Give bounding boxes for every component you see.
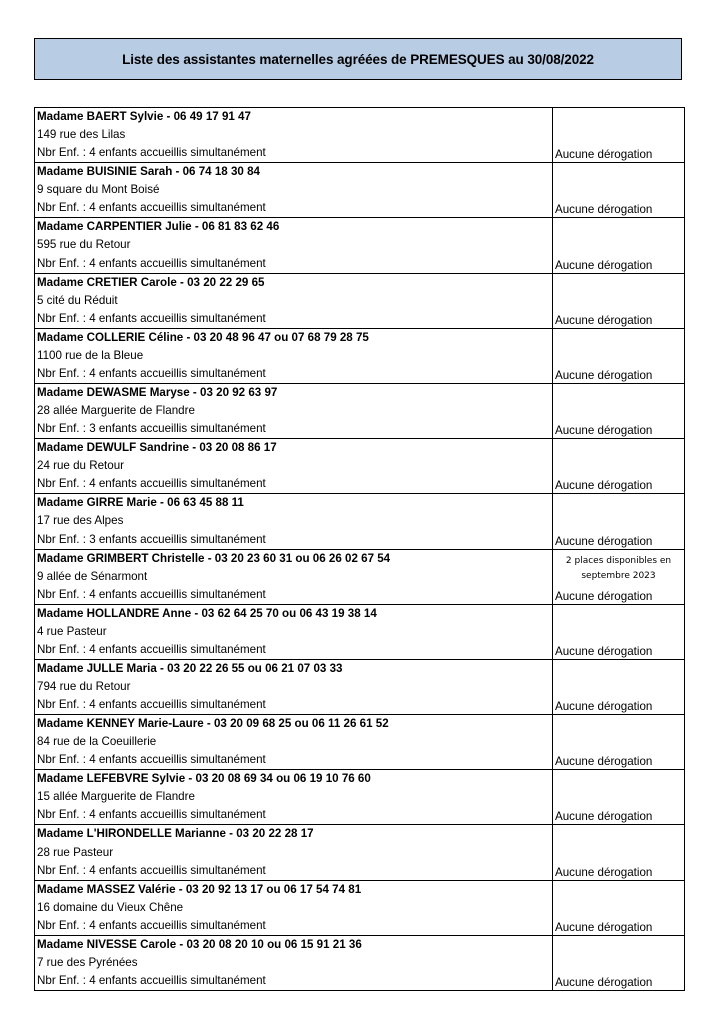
derogation-status: Aucune dérogation <box>555 865 653 879</box>
assistant-name: Madame NIVESSE Carole - 03 20 08 20 10 ou 06 15 91 21 36 <box>37 937 362 951</box>
assistant-name: Madame DEWULF Sandrine - 03 20 08 86 17 <box>37 441 277 455</box>
assistant-entry <box>35 881 684 936</box>
derogation-status: Aucune dérogation <box>555 258 653 272</box>
assistant-capacity: Nbr Enf. : 4 enfants accueillis simultanément <box>37 808 266 822</box>
assistant-entry <box>35 494 684 549</box>
assistant-capacity: Nbr Enf. : 4 enfants accueillis simultanément <box>37 311 266 325</box>
assistant-name: Madame BAERT Sylvie - 06 49 17 91 47 <box>37 110 251 123</box>
assistant-capacity: Nbr Enf. : 4 enfants accueillis simultanément <box>37 587 266 601</box>
assistant-address: 17 rue des Alpes <box>37 514 124 528</box>
assistant-capacity: Nbr Enf. : 4 enfants accueillis simultanément <box>37 146 266 160</box>
assistant-entry <box>35 439 684 494</box>
assistant-status-cell <box>553 770 684 824</box>
assistant-name: Madame LEFEBVRE Sylvie - 03 20 08 69 34 ou 06 19 10 76 60 <box>37 772 371 786</box>
assistant-address: 794 rue du Retour <box>37 679 131 693</box>
derogation-status: Aucune dérogation <box>555 589 653 603</box>
assistant-status-cell <box>553 881 684 935</box>
derogation-status: Aucune dérogation <box>555 479 653 493</box>
assistant-capacity: Nbr Enf. : 4 enfants accueillis simultanément <box>37 974 266 987</box>
assistant-name: Madame HOLLANDRE Anne - 03 62 64 25 70 ou 06 43 19 38 14 <box>37 606 377 620</box>
assistant-address: 595 rue du Retour <box>37 238 131 252</box>
assistant-status-cell <box>553 329 684 383</box>
assistant-name: Madame BUISINIE Sarah - 06 74 18 30 84 <box>37 165 260 179</box>
derogation-status: Aucune dérogation <box>555 203 653 217</box>
assistant-capacity: Nbr Enf. : 3 enfants accueillis simultanément <box>37 422 266 436</box>
derogation-status: Aucune dérogation <box>555 644 653 658</box>
derogation-status: Aucune dérogation <box>555 700 653 714</box>
assistant-address: 9 allée de Sénarmont <box>37 569 148 583</box>
assistant-status-cell <box>553 605 684 659</box>
assistant-capacity: Nbr Enf. : 4 enfants accueillis simultanément <box>37 918 266 932</box>
assistant-status-cell <box>553 494 684 548</box>
assistant-address: 1100 rue de la Bleue <box>37 348 144 362</box>
assistant-info <box>35 881 553 935</box>
assistant-name: Madame GIRRE Marie - 06 63 45 88 11 <box>37 496 244 510</box>
assistant-entry <box>35 660 684 715</box>
assistant-info <box>35 550 553 604</box>
assistant-capacity: Nbr Enf. : 4 enfants accueillis simultanément <box>37 753 266 767</box>
assistant-name: Madame L'HIRONDELLE Marianne - 03 20 22 28 17 <box>37 827 314 841</box>
assistant-info <box>35 660 553 714</box>
assistant-info <box>35 715 553 769</box>
assistant-info <box>35 605 553 659</box>
assistant-address: 7 rue des Pyrénées <box>37 955 138 969</box>
assistant-entry <box>35 108 684 163</box>
assistant-info <box>35 329 553 383</box>
assistant-address: 4 rue Pasteur <box>37 624 107 638</box>
derogation-status: Aucune dérogation <box>555 976 653 989</box>
assistant-capacity: Nbr Enf. : 4 enfants accueillis simultanément <box>37 863 266 877</box>
document-title: Liste des assistantes maternelles agréées de PREMESQUES au 30/08/2022 <box>122 51 594 67</box>
assistant-status-cell <box>553 936 684 990</box>
assistant-info <box>35 274 553 328</box>
assistant-status-cell <box>553 660 684 714</box>
derogation-status: Aucune dérogation <box>555 313 653 327</box>
assistant-entry <box>35 825 684 880</box>
assistant-name: Madame CRETIER Carole - 03 20 22 29 65 <box>37 275 265 289</box>
assistant-capacity: Nbr Enf. : 4 enfants accueillis simultanément <box>37 366 266 380</box>
derogation-status: Aucune dérogation <box>555 148 653 162</box>
assistant-entry <box>35 550 684 605</box>
assistant-address: 24 rue du Retour <box>37 459 125 473</box>
derogation-status: Aucune dérogation <box>555 534 653 548</box>
assistant-name: Madame COLLERIE Céline - 03 20 48 96 47 ou 07 68 79 28 75 <box>37 330 369 344</box>
assistant-status-cell <box>553 550 684 604</box>
assistant-entry <box>35 274 684 329</box>
assistant-status-cell <box>553 825 684 879</box>
assistant-entry <box>35 715 684 770</box>
assistant-info <box>35 163 553 217</box>
assistant-capacity: Nbr Enf. : 4 enfants accueillis simultanément <box>37 256 266 270</box>
assistant-capacity: Nbr Enf. : 4 enfants accueillis simultanément <box>37 642 266 656</box>
assistant-name: Madame KENNEY Marie-Laure - 03 20 09 68 25 ou 06 11 26 61 52 <box>37 717 389 731</box>
assistant-info <box>35 494 553 548</box>
assistant-info <box>35 384 553 438</box>
assistant-entry <box>35 384 684 439</box>
assistant-info <box>35 825 553 879</box>
assistant-address: 84 rue de la Coeuillerie <box>37 735 157 749</box>
assistant-name: Madame CARPENTIER Julie - 06 81 83 62 46 <box>37 220 280 234</box>
assistant-status-cell <box>553 108 684 162</box>
assistant-list <box>34 107 685 991</box>
derogation-status: Aucune dérogation <box>555 424 653 438</box>
availability-note: 2 places disponibles en septembre 2023 <box>565 555 672 581</box>
assistant-entry <box>35 605 684 660</box>
assistant-address: 15 allée Marguerite de Flandre <box>37 790 195 804</box>
assistant-address: 16 domaine du Vieux Chêne <box>37 900 184 914</box>
assistant-info <box>35 439 553 493</box>
assistant-capacity: Nbr Enf. : 4 enfants accueillis simultanément <box>37 201 266 215</box>
assistant-address: 5 cité du Réduit <box>37 293 118 307</box>
derogation-status: Aucune dérogation <box>555 920 653 934</box>
assistant-status-cell <box>553 715 684 769</box>
assistant-info <box>35 770 553 824</box>
assistant-capacity: Nbr Enf. : 4 enfants accueillis simultanément <box>37 477 266 491</box>
assistant-name: Madame DEWASME Maryse - 03 20 92 63 97 <box>37 385 278 399</box>
assistant-capacity: Nbr Enf. : 4 enfants accueillis simultanément <box>37 698 266 712</box>
assistant-entry <box>35 936 684 991</box>
assistant-entry <box>35 770 684 825</box>
assistant-name: Madame JULLE Maria - 03 20 22 26 55 ou 06 21 07 03 33 <box>37 661 343 675</box>
assistant-address: 28 rue Pasteur <box>37 845 114 859</box>
assistant-entry <box>35 329 684 384</box>
assistant-address: 28 allée Marguerite de Flandre <box>37 404 195 418</box>
derogation-status: Aucune dérogation <box>555 810 653 824</box>
assistant-info <box>35 936 553 990</box>
assistant-name: Madame GRIMBERT Christelle - 03 20 23 60 31 ou 06 26 02 67 54 <box>37 551 391 565</box>
assistant-info <box>35 218 553 272</box>
assistant-info <box>35 108 553 162</box>
assistant-status-cell <box>553 384 684 438</box>
assistant-address: 149 rue des Lilas <box>37 128 126 142</box>
derogation-status: Aucune dérogation <box>555 755 653 769</box>
assistant-status-cell <box>553 218 684 272</box>
assistant-name: Madame MASSEZ Valérie - 03 20 92 13 17 ou 06 17 54 74 81 <box>37 882 362 896</box>
assistant-status-cell <box>553 274 684 328</box>
assistant-status-cell <box>553 439 684 493</box>
title-banner <box>34 38 682 80</box>
assistant-status-cell <box>553 163 684 217</box>
assistant-address: 9 square du Mont Boisé <box>37 183 160 197</box>
assistant-entry <box>35 163 684 218</box>
assistant-capacity: Nbr Enf. : 3 enfants accueillis simultanément <box>37 532 266 546</box>
assistant-entry <box>35 218 684 273</box>
derogation-status: Aucune dérogation <box>555 368 653 382</box>
